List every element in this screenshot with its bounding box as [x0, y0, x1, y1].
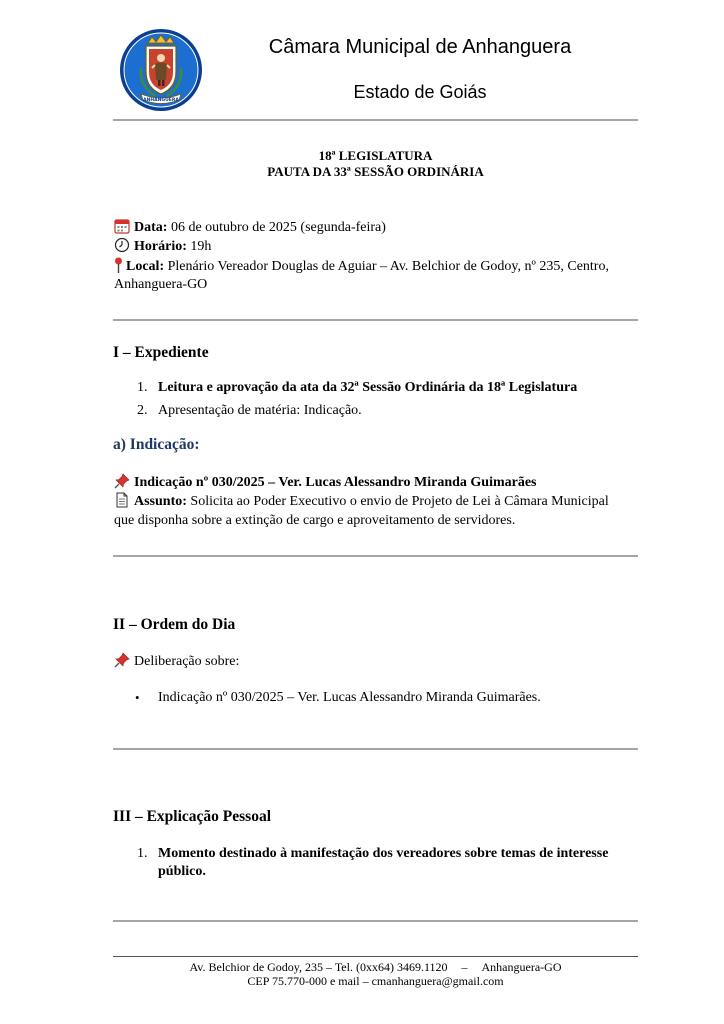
footer-divider	[113, 956, 638, 957]
indicacao-title: Indicação nº 030/2025 – Ver. Lucas Alessandro Miranda Guimarães	[134, 475, 537, 490]
list-item: Apresentação de matéria: Indicação.	[158, 403, 362, 418]
time-label: Horário:	[134, 239, 187, 254]
place-value: Plenário Vereador Douglas de Aguiar – Av. Belchior de Godoy, nº 235, Centro,	[167, 259, 609, 274]
clock-icon	[114, 237, 130, 253]
assunto-line	[114, 492, 609, 511]
assunto-label: Assunto:	[134, 494, 187, 509]
header-divider	[113, 119, 638, 121]
legislature-heading: 18ª LEGISLATURA	[318, 148, 433, 163]
date-value: 06 de outubro de 2025 (segunda-feira)	[170, 220, 386, 235]
footer-address: Av. Belchior de Godoy, 235 – Tel. (0xx64) 3469.1120	[189, 960, 448, 974]
section-divider	[113, 319, 638, 321]
subsection-indicacao-title: a) Indicação:	[113, 436, 200, 453]
calendar-icon	[114, 218, 130, 234]
time-line	[114, 237, 211, 256]
document-icon	[114, 492, 130, 508]
municipal-coat-of-arms-logo	[119, 28, 203, 112]
footer-address-line	[113, 960, 638, 975]
bullet-marker: •	[135, 690, 140, 705]
section-ordem-do-dia-title: II – Ordem do Dia	[113, 616, 236, 633]
footer-city: Anhanguera-GO	[481, 960, 562, 974]
place-label: Local:	[126, 259, 165, 274]
deliberacao-text: Deliberação sobre:	[134, 654, 240, 669]
section-expediente-title: I – Expediente	[113, 344, 209, 361]
list-number: 1.	[137, 846, 148, 861]
indicacao-line	[114, 473, 537, 492]
assunto-text: Solicita ao Poder Executivo o envio de Projeto de Lei à Câmara Municipal	[190, 494, 609, 509]
date-line	[114, 218, 386, 237]
section-divider	[113, 555, 638, 557]
section-explicacao-pessoal-title: III – Explicação Pessoal	[113, 808, 272, 825]
footer-dash: –	[461, 960, 468, 974]
list-number: 2.	[137, 403, 148, 418]
pushpin-icon	[114, 473, 130, 489]
list-item: Leitura e aprovação da ata da 32ª Sessão Ordinária da 18ª Legislatura	[158, 380, 578, 395]
assunto-text-continuation: que disponha sobre a extinção de cargo e aproveitamento de servidores.	[114, 513, 516, 528]
footer-contact-line: CEP 75.770-000 e mail – cmanhanguera@gmail.com	[247, 974, 504, 988]
pin-icon	[114, 257, 123, 273]
bullet-item: Indicação nº 030/2025 – Ver. Lucas Alessandro Miranda Guimarães.	[158, 690, 541, 705]
header-subtitle: Estado de Goiás	[353, 82, 487, 102]
svg-text:ANHANGUERA: ANHANGUERA	[143, 98, 179, 103]
list-number: 1.	[137, 380, 148, 395]
section-divider	[113, 920, 638, 922]
place-value-continuation: Anhanguera-GO	[114, 277, 208, 292]
list-item: Momento destinado à manifestação dos vereadores sobre temas de interesse	[158, 846, 609, 861]
list-item-continuation: público.	[158, 864, 206, 879]
deliberacao-line	[114, 652, 239, 671]
place-line	[114, 257, 609, 276]
pushpin-icon	[114, 652, 130, 668]
header-title: Câmara Municipal de Anhanguera	[268, 36, 572, 58]
agenda-heading: PAUTA DA 33ª SESSÃO ORDINÁRIA	[267, 164, 484, 179]
time-value: 19h	[190, 239, 212, 254]
date-label: Data:	[134, 220, 168, 235]
section-divider	[113, 748, 638, 750]
